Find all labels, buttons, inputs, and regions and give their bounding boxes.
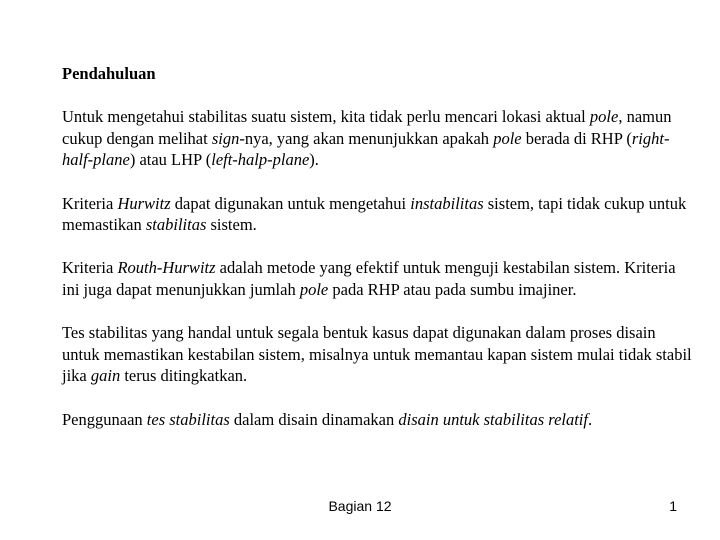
- italic-term: pole: [299, 279, 329, 299]
- text-run: .: [587, 409, 593, 429]
- italic-term: sign: [211, 128, 240, 148]
- text-run: adalah metode yang efektif untuk menguji kestabilan sistem. Kriteria ini juga dapat menunjukkan jumlah: [62, 258, 676, 299]
- italic-term: Routh-Hurwitz: [117, 258, 216, 278]
- text-run: , namun cukup dengan melihat: [62, 107, 672, 148]
- italic-term: left-halp-plane: [211, 150, 310, 170]
- text-run: Tes stabilitas yang handal untuk segala bentuk kasus dapat digunakan dalam proses disain untuk memastikan kestabilan sistem, misalnya untuk memantau kapan sistem mulai tidak stabil jika: [62, 323, 692, 386]
- text-run: berada di RHP (: [521, 128, 632, 148]
- paragraph: [62, 257, 692, 300]
- paragraph: [62, 322, 692, 387]
- paragraph: [62, 106, 692, 171]
- page-number: 1: [669, 498, 677, 514]
- italic-term: right-half-plane: [62, 128, 670, 170]
- footer-label: Bagian 12: [328, 498, 392, 514]
- text-run: ).: [309, 150, 319, 170]
- text-run: sistem, tapi tidak cukup untuk memastikan: [62, 193, 687, 235]
- text-run: terus ditingkatkan.: [120, 366, 248, 386]
- italic-term: gain: [90, 366, 121, 386]
- text-run: dapat digunakan untuk mengetahui: [170, 193, 411, 213]
- text-run: pada RHP atau pada sumbu imajiner.: [328, 279, 577, 299]
- italic-term: pole: [589, 107, 619, 127]
- slide-content: [62, 63, 692, 430]
- italic-term: tes stabilitas: [146, 409, 230, 429]
- paragraph: [62, 409, 692, 431]
- text-run: dalam disain dinamakan: [229, 409, 399, 429]
- italic-term: disain untuk stabilitas relatif: [398, 409, 588, 429]
- text-run: Penggunaan: [62, 409, 147, 429]
- text-run: Kriteria: [62, 258, 118, 278]
- text-run: sistem.: [206, 215, 257, 235]
- text-run: Untuk mengetahui stabilitas suatu sistem, kita tidak perlu mencari lokasi aktual: [62, 107, 590, 127]
- paragraph: [62, 193, 692, 236]
- italic-term: instabilitas: [410, 193, 484, 213]
- italic-term: stabilitas: [145, 215, 207, 235]
- text-run: Kriteria: [62, 193, 118, 213]
- italic-term: Hurwitz: [117, 193, 171, 213]
- text-run: ) atau LHP (: [129, 150, 212, 170]
- text-run: -nya, yang akan menunjukkan apakah: [239, 128, 494, 148]
- italic-term: pole: [493, 128, 522, 148]
- slide-heading: Pendahuluan: [62, 64, 156, 83]
- paragraph-list: [62, 106, 692, 430]
